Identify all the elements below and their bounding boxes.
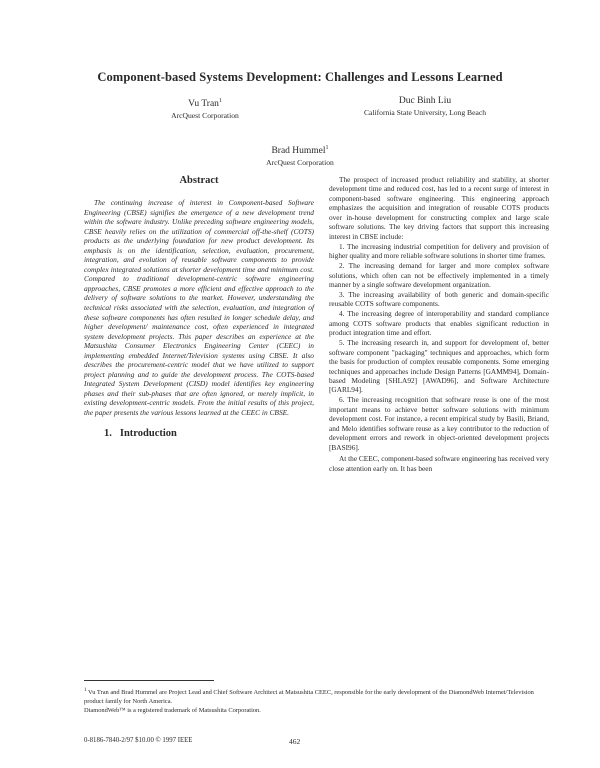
- list-item: 5. The increasing research in, and support for development of, better software component "packaging" techniques and approaches, which form the basis for production of complex reusable components. Some emerging techniques and approaches include Design Patterns [GAMM94], Domain-based Modeling [SHLA92] [AWAD96], and Software Architecture [GARL94].: [329, 338, 549, 395]
- author-3: [215, 143, 385, 168]
- footnote-2-text: DiamondWeb™ is a registered trademark of Matsushita Corporation.: [84, 707, 261, 715]
- page-number: 462: [289, 737, 301, 746]
- author-1: [135, 96, 275, 121]
- author-1-affiliation: ArcQuest Corporation: [171, 111, 239, 121]
- closing-paragraph: At the CEEC, component-based software engineering has received very close attention early on. It has been: [329, 454, 549, 473]
- list-item: 4. The increasing degree of interoperability and standard compliance among COTS software products that enables significant reduction in product integration time and effort.: [329, 309, 549, 338]
- section-title: Introduction: [119, 427, 177, 439]
- author-3-mark: 1: [325, 145, 329, 151]
- footnote-rule: [84, 680, 214, 681]
- section-number: 1.: [104, 427, 112, 439]
- list-item: 2. The increasing demand for larger and more complex software solutions, which often can not be effectively implemented in a timely manner by a single software development organization.: [329, 261, 549, 289]
- author-3-name: Brad Hummel: [271, 146, 326, 157]
- author-2-affiliation: California State University, Long Beach: [363, 108, 487, 117]
- list-item: 3. The increasing availability of both generic and domain-specific reusable COTS software components.: [329, 289, 549, 309]
- footnote-1-text: Vu Tran and Brad Hummel are Project Lead and Chief Software Architect at Matsushita CEEC, responsible for the early development of the DiamondWeb Internet/Television product family for North America.: [84, 689, 534, 706]
- author-2: [340, 96, 510, 118]
- right-column: [329, 175, 549, 473]
- author-2-name: Duc Binh Liu: [398, 96, 452, 106]
- left-column: [84, 175, 314, 439]
- footnote-2: [84, 706, 554, 715]
- author-1-mark: 1: [218, 98, 222, 104]
- intro-paragraph: The prospect of increased product reliability and stability, at shorter development time and reduced cost, has led to a recent surge of interest in component-based software engineering. This engineering approach emphasizes the acquisition and integration of reusable COTS products over in-house development for constructing complex and large scale software solutions. The key driving factors that support this increasing interest in CBSE include:: [329, 175, 549, 241]
- list-item: 1. The increasing industrial competition for delivery and provision of higher quality and more reliable software solutions in shorter time frames.: [329, 241, 549, 261]
- abstract-heading: Abstract: [179, 175, 219, 186]
- author-3-affiliation: ArcQuest Corporation: [266, 158, 334, 168]
- footnotes: [84, 686, 554, 715]
- introduction-heading: [104, 428, 314, 439]
- author-1-name: Vu Tran: [188, 99, 219, 110]
- paper-title: Component-based Systems Development: Challenges and Lessons Learned: [97, 70, 503, 84]
- list-item: 6. The increasing recognition that software reuse is one of the most important means to achieve better software solutions with minimum development cost. For instance, a recent empirical study by Basili, Briand, and Melo identifies software reuse as a key contributor to the reduction of development errors and rework in object-oriented development projects [BASI96].: [329, 395, 549, 452]
- copyright-code: 0-8186-7840-2/97 $10.00 © 1997 IEEE: [84, 737, 193, 744]
- abstract-text: The continuing increase of interest in Component-based Software Engineering (CBSE) signifies the emergence of a new development trend within the software industry. Unlike preceding software engineering models, CBSE heavily relies on the utilization of commercial off-the-shelf (COTS) products as the underlying foundation for new product development. Its emphasis is on the identification, selection, evaluation, procurement, integration, and evolution of reusable software components to provide complex integrated solutions at shorter development time and minimum cost. Compared to traditional development-centric software engineering approaches, CBSE promotes a more efficient and effective approach to the delivery of software solutions to the market. However, understanding the technical risks associated with the selection, evaluation, and integration of these software components has often resulted in longer schedule delay, and higher development/ maintenance cost, often experienced in integrated system development projects. This paper describes an experience at the Matsushita Consumer Electronics Engineering Center (CEEC) in implementing embedded Internet/Television systems using CBSE. It also describes the procurement-centric model that we have utilized to support project planning and to guide the development process. The COTS-based Integrated System Development (CISD) model identifies key engineering phases and their sub-phases that are often ignored, or merely implicit, in existing development-centric models. From the initial results of this project, the paper presents the various lessons learned at the CEEC in CBSE.: [84, 198, 314, 418]
- footnote-1-mark: 1: [84, 688, 87, 693]
- footnote-1: [84, 686, 554, 706]
